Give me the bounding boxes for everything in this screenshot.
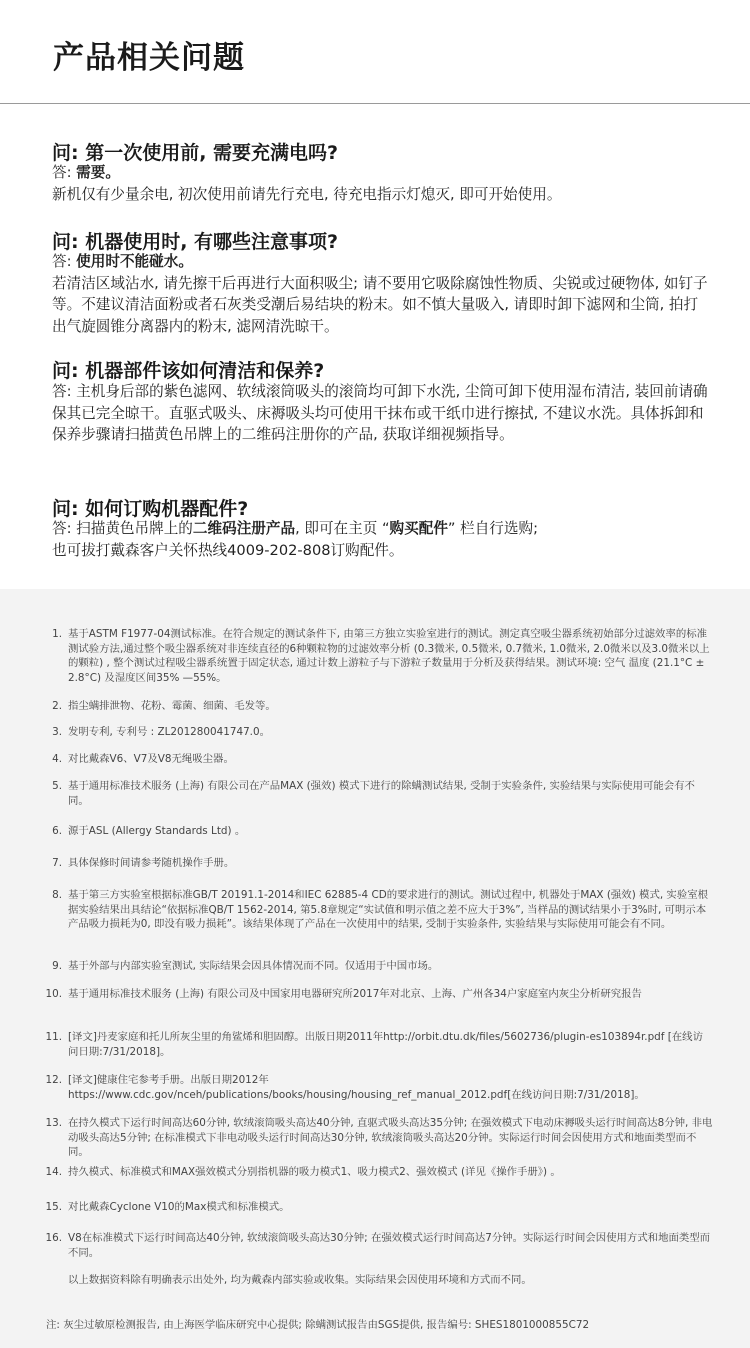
faq-question-2: 问: 机器使用时, 有哪些注意事项? [52,231,339,253]
faq-answer-1: 答: 需要。 新机仅有少量余电, 初次使用前请先行充电, 待充电指示灯熄灭, 即可开始使用。 [52,164,562,203]
faq-question-1: 问: 第一次使用前, 需要充满电吗? [52,142,339,164]
footnote-7: 7. 具体保修时间请参考随机操作手册。 [52,857,235,869]
faq-section [0,104,750,588]
footnote-4: 4. 对比戴森V6、V7及V8无绳吸尘器。 [52,753,234,765]
footnote-3: 3. 发明专利, 专利号 : ZL201280041747.0。 [52,726,270,738]
test-report-note: 注: 灰尘过敏原检测报告, 由上海医学临床研究中心提供; 除螨测试报告由SGS提供, 报告编号: SHES1801000855C72 [46,1319,590,1331]
footnote-1: 1. 基于ASTM F1977-04测试标准。在符合规定的测试条件下, 由第三方独立实验室进行的测试。测定真空吸尘器系统初始部分过滤效率的标准测试验方法,通过整个吸尘器系统对非连续直径的6种颗粒物的过滤效率分析 (0.3微米, 0.5微米, 0.7微米, 1.0微米, 2.0微米以及3.0微米以上的颗粒) , 整个测试过程吸尘器系统置于固定状态, 通过计数上游粒子与下游粒子数量用于分析及获得结果。测试环境: 空气 温度 (21.1°C ± 2.8°C) 及湿度区间35% —55%。 [52,628,710,684]
footnote-13: 13. 在持久模式下运行时间高达60分钟, 软绒滚筒吸头高达40分钟, 直驱式吸头高达35分钟; 在强效模式下电动床褥吸头运行时间高达8分钟, 非电动吸头高达5分钟; 在标准模式下非电动吸头运行时间高达30分钟, 软绒滚筒吸头高达20分钟。实际运行时间会因使用方式和地面类型而不同。 [45,1117,713,1159]
faq-answer-2: 答: 使用时不能碰水。 若清洁区域沾水, 请先擦干后再进行大面积吸尘; 请不要用它吸除腐蚀性物质、尖锐或过硬物体, 如钉子等。不建议清洁面粉或者石灰类受潮后易结块的粉末。如不慎大量吸入, 请即时卸下滤网和尘筒, 拍打出气旋圆锥分离器内的粉末, 滤网清洗晾干。 [52,253,708,335]
footnote-8: 8. 基于第三方实验室根据标准GB/T 20191.1-2014和IEC 62885-4 CD的要求进行的测试。测试过程中, 机器处于MAX (强效) 模式, 实验室根据实验结果出具结论“依据标准QB/T 1562-2014, 第5.8章规定“实试值和明示值之差不应大于3%”, 当样品的测试结果小于3%时, 可明示本产品吸力损耗为0, 即没有吸力损耗”。该结果体现了产品在一次使用中的结果, 受制于实验条件, 实验结果与实际使用可能会有不同。 [52,889,708,931]
page-header [0,0,750,104]
footnote-11: 11. [译文]丹麦家庭和托儿所灰尘里的角鲨烯和胆固醇。出版日期2011年http://orbit.dtu.dk/files/5602736/plugin-es103894r.pdf [在线访问日期:7/31/2018]。 [45,1031,703,1058]
footnote-14: 14. 持久模式、标准模式和MAX强效模式分别指机器的吸力模式1、吸力模式2、强效模式 (详见《操作手册》) 。 [45,1166,561,1178]
footnote-6: 6. 源于ASL (Allergy Standards Ltd) 。 [52,825,246,837]
footnote-10: 10. 基于通用标准技术服务 (上海) 有限公司及中国家用电器研究所2017年对北京、上海、广州各34户家庭室内灰尘分析研究报告 [45,988,642,1000]
footnote-12: 12. [译文]健康住宅参考手册。出版日期2012年https://www.cdc.gov/nceh/publications/books/housing/housing_ref_manual_2012.pdf[在线访问日期:7/31/2018]。 [45,1074,645,1101]
faq-question-3: 问: 机器部件该如何清洁和保养? [52,360,325,382]
faq-answer-4: 答: 扫描黄色吊牌上的二维码注册产品, 即可在主页 “购买配件” 栏自行选购; 也可拔打戴森客户关怀热线4009-202-808订购配件。 [52,520,539,559]
footnote-5: 5. 基于通用标准技术服务 (上海) 有限公司在产品MAX (强效) 模式下进行的除螨测试结果, 受制于实验条件, 实验结果与实际使用可能会有不同。 [52,780,695,807]
faq-answer-3: 答: 主机身后部的紫色滤网、软绒滚筒吸头的滚筒均可卸下水洗, 尘筒可卸下使用湿布清洁, 装回前请确保其已完全晾干。直驱式吸头、床褥吸头均可使用干抹布或干纸巾进行擦拭, 不建议水洗。具体拆卸和保养步骤请扫描黄色吊牌上的二维码注册你的产品, 获取详细视频指导。 [52,383,708,443]
data-source-note: 以上数据资料除有明确表示出处外, 均为戴森内部实验或收集。实际结果会因使用环境和方式而不同。 [68,1274,532,1286]
footnote-15: 15. 对比戴森Cyclone V10的Max模式和标准模式。 [45,1201,290,1213]
footnote-9: 9. 基于外部与内部实验室测试, 实际结果会因具体情况而不同。仅适用于中国市场。 [52,960,439,972]
footnote-16: 16. V8在标准模式下运行时间高达40分钟, 软绒滚筒吸头高达30分钟; 在强效模式运行时间高达7分钟。实际运行时间会因使用方式和地面类型而不同。 [45,1232,711,1259]
footnotes-section [0,589,750,1348]
footnote-2: 2. 指尘螨排泄物、花粉、霉菌、细菌、毛发等。 [52,700,276,712]
page-title: 产品相关问题 [53,40,245,76]
faq-question-4: 问: 如何订购机器配件? [52,498,249,520]
